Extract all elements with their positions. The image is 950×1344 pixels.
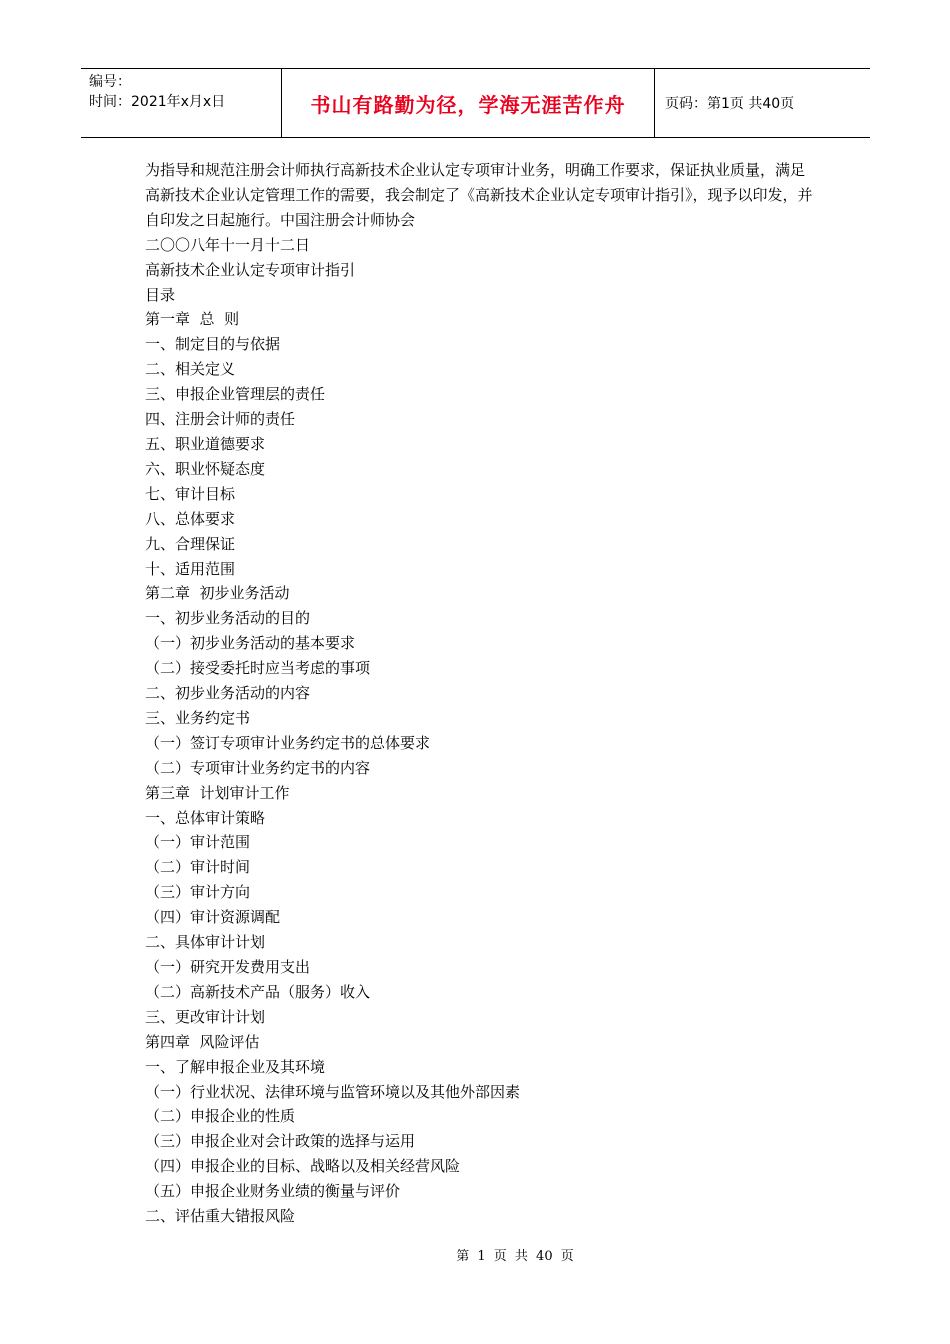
toc-line: （一）研究开发费用支出 [145, 958, 311, 976]
document-body [145, 158, 815, 1229]
toc-line: （五）申报企业财务业绩的衡量与评价 [145, 1182, 401, 1201]
toc-line: 第四章 风险评估 [145, 1032, 260, 1051]
toc-line: 第三章 计划审计工作 [145, 783, 290, 802]
toc-line: 二、具体审计计划 [145, 933, 266, 952]
toc-line: （二）高新技术产品（服务）收入 [145, 982, 371, 1001]
toc-line: 第二章 初步业务活动 [145, 584, 290, 603]
toc-line: 三、业务约定书 [145, 708, 251, 727]
toc-line: 二〇〇八年十一月十二日 [145, 235, 311, 254]
toc-line: 五、职业道德要求 [145, 434, 266, 453]
toc-line: 九、合理保证 [145, 534, 236, 553]
toc-line: （二）接受委托时应当考虑的事项 [145, 659, 371, 678]
toc-line: 目录 [145, 285, 176, 304]
number-label: 编号： [89, 74, 131, 90]
toc-line: 八、总体要求 [145, 509, 236, 528]
toc-line: （四）申报企业的目标、战略以及相关经营风险 [145, 1157, 461, 1176]
toc-line: 三、更改审计计划 [145, 1007, 266, 1026]
time-label: 时间：2021年x月x日 [89, 94, 226, 110]
page-header [81, 68, 870, 138]
toc-line: 高新技术企业认定专项审计指引 [145, 260, 356, 279]
toc-line: （二）审计时间 [145, 858, 251, 877]
toc-line: （二）专项审计业务约定书的内容 [145, 758, 371, 777]
toc-line: （一）签订专项审计业务约定书的总体要求 [145, 733, 431, 752]
toc-line: 三、申报企业管理层的责任 [145, 385, 326, 404]
toc-line: 十、适用范围 [145, 559, 236, 578]
toc-line: 一、初步业务活动的目的 [145, 609, 311, 628]
toc-line: （三）申报企业对会计政策的选择与运用 [145, 1132, 416, 1151]
toc-line: 第一章 总 则 [145, 310, 240, 329]
header-motto: 书山有路勤为径，学海无涯苦作舟 [282, 69, 655, 137]
toc-line: （一）行业状况、法律环境与监管环境以及其他外部因素 [145, 1082, 521, 1101]
toc-line: 四、注册会计师的责任 [145, 410, 296, 429]
toc-lines [145, 233, 815, 1229]
toc-line: （四）审计资源调配 [145, 908, 281, 927]
toc-line: 一、总体审计策略 [145, 808, 266, 827]
toc-line: （三）审计方向 [145, 883, 251, 902]
toc-line: 二、评估重大错报风险 [145, 1207, 296, 1226]
toc-line: （一）初步业务活动的基本要求 [145, 634, 356, 653]
toc-line: 一、制定目的与依据 [145, 335, 281, 354]
toc-line: （二）申报企业的性质 [145, 1107, 296, 1126]
page-footer: 第 1 页 共 40 页 [456, 1249, 574, 1264]
toc-line: 二、相关定义 [145, 360, 236, 379]
intro-paragraph: 为指导和规范注册会计师执行高新技术企业认定专项审计业务，明确工作要求，保证执业质量，满足高新技术企业认定管理工作的需要，我会制定了《高新技术企业认定专项审计指引》，现予以印发，并自印发之日起施行。中国注册会计师协会 [145, 161, 813, 229]
toc-line: 一、了解申报企业及其环境 [145, 1057, 326, 1076]
toc-line: 二、初步业务活动的内容 [145, 684, 311, 703]
toc-line: 六、职业怀疑态度 [145, 459, 266, 478]
toc-line: 七、审计目标 [145, 484, 236, 503]
header-page-info: 页码：第1页 共40页 [665, 96, 795, 112]
header-meta [81, 69, 282, 137]
toc-line: （一）审计范围 [145, 833, 251, 852]
